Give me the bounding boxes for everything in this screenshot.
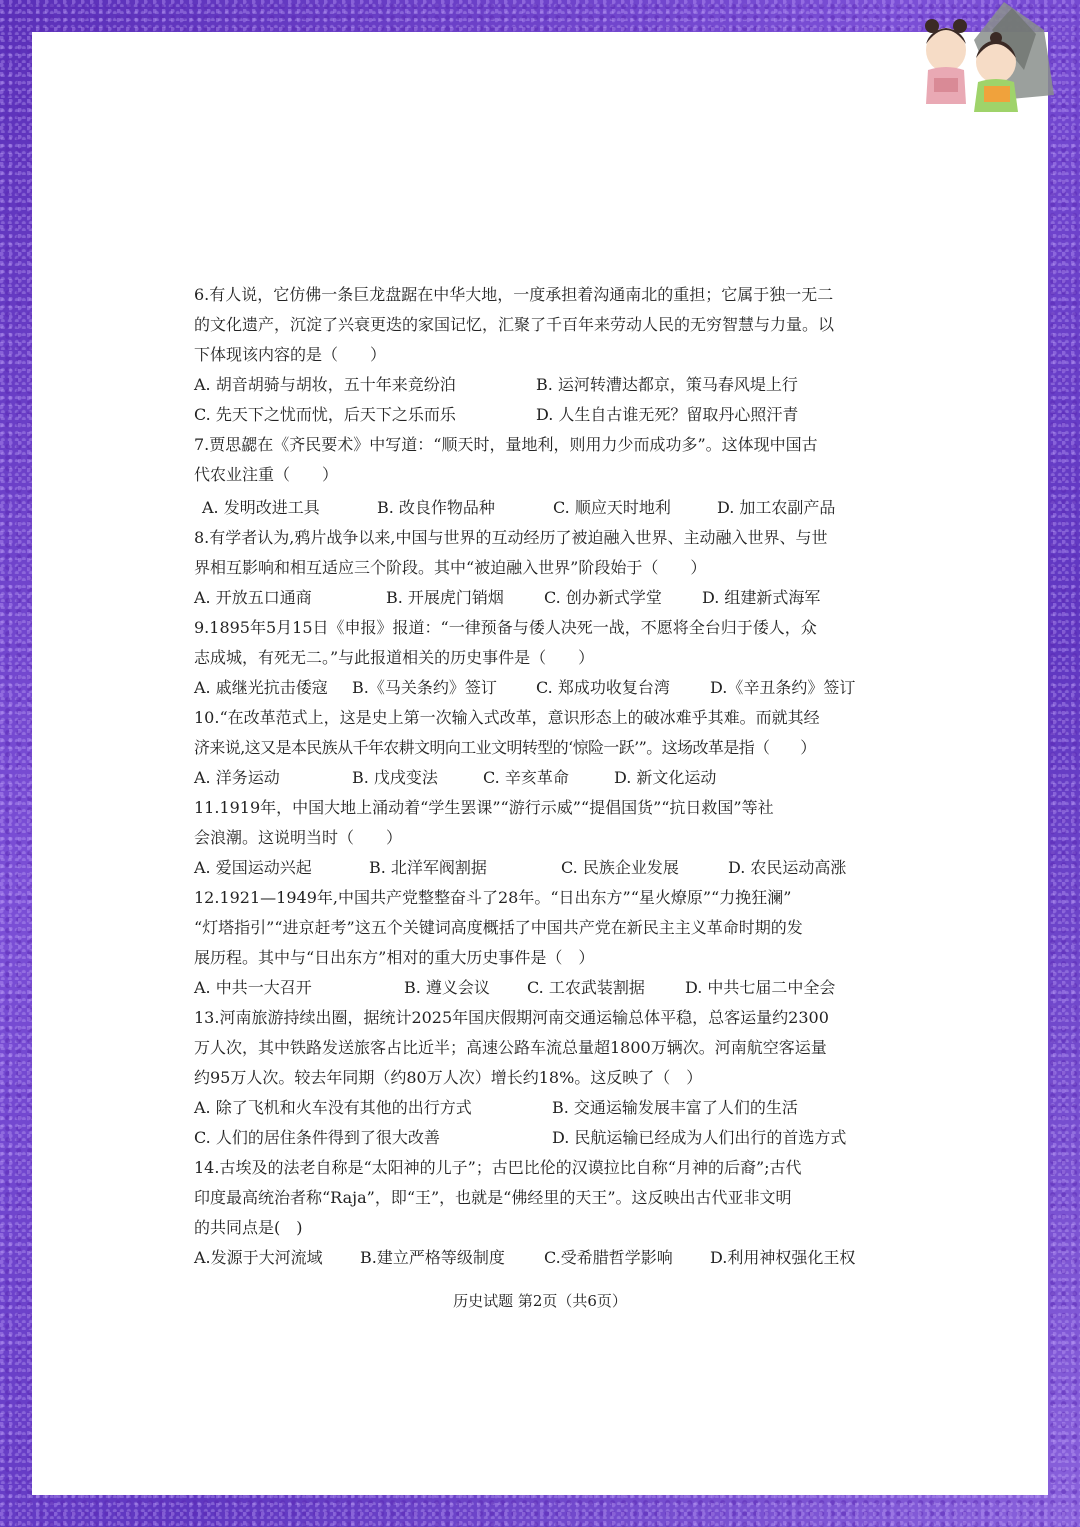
option-b: B. 交通运输发展丰富了人们的生活 [552,1098,798,1117]
option-a: A. 开放五口通商 [194,588,312,607]
options [194,1243,894,1273]
question-line: 6.有人说，它仿佛一条巨龙盘踞在中华大地，一度承担着沟通南北的重担；它属于独一无二 [194,285,834,304]
page-footer: 历史试题 第2页（共6页） [453,1292,627,1310]
question-line: 9.1895年5月15日《申报》报道：“一律预备与倭人决死一战，不愿将全台归于倭人，众 [194,618,817,637]
options [194,493,894,523]
question-12 [194,883,894,1003]
option-d: D. 新文化运动 [614,768,717,787]
option-c: C. 辛亥革命 [483,768,569,787]
option-b: B.《马关条约》签订 [352,678,497,697]
question-list [194,280,894,1273]
question-line: 约95万人次。较去年同期（约80万人次）增长约18%。这反映了（ ） [194,1068,703,1087]
question-line: 的共同点是( ) [194,1218,303,1237]
options [194,763,894,793]
option-b: B. 戊戌变法 [352,768,438,787]
option-d: D.《辛丑条约》签订 [710,678,856,697]
option-a: A. 胡音胡骑与胡妆，五十年来竞纷泊 [194,375,456,394]
option-d: D. 组建新式海军 [702,588,821,607]
option-c: C. 郑成功收复台湾 [536,678,670,697]
option-b: B. 开展虎门销烟 [386,588,504,607]
question-line: 志成城，有死无二。”与此报道相关的历史事件是（ ） [194,648,595,667]
option-a: A.发源于大河流域 [194,1248,323,1267]
question-line: 展历程。其中与“日出东方”相对的重大历史事件是（ ） [194,948,595,967]
question-line: 8.有学者认为,鸦片战争以来,中国与世界的互动经历了被迫融入世界、主动融入世界、与世 [194,528,828,547]
question-line: 11.1919年，中国大地上涌动着“学生罢课”“游行示威”“提倡国货”“抗日救国”等社 [194,798,774,817]
options [194,853,894,883]
question-line: 10.“在改革范式上，这是史上第一次输入式改革，意识形态上的破冰难乎其难。而就其经 [194,708,820,727]
options [194,1093,894,1153]
option-d: D. 民航运输已经成为人们出行的首选方式 [552,1128,847,1147]
option-b: B. 北洋军阀割据 [369,858,487,877]
question-11 [194,793,894,883]
options [194,583,894,613]
option-d: D. 加工农副产品 [717,498,836,517]
question-13 [194,1003,894,1153]
question-line: 14.古埃及的法老自称是“太阳神的儿子”；古巴比伦的汉谟拉比自称“月神的后裔”;古代 [194,1158,802,1177]
option-c: C. 创办新式学堂 [544,588,662,607]
option-a: A. 中共一大召开 [194,978,312,997]
option-b: B. 遵义会议 [404,978,490,997]
options [194,973,894,1003]
question-line: 会浪潮。这说明当时（ ） [194,828,403,847]
exam-page [32,32,1048,1495]
question-line: 印度最高统治者称“Raja”，即“王”，也就是“佛经里的天王”。这反映出古代亚非文明 [194,1188,792,1207]
reading-children-illustration [904,0,1054,120]
question-line: “灯塔指引”“进京赶考”这五个关键词高度概括了中国共产党在新民主主义革命时期的发 [194,918,803,937]
option-a: A. 戚继光抗击倭寇 [194,678,328,697]
question-line: 万人次，其中铁路发送旅客占比近半；高速公路车流总量超1800万辆次。河南航空客运量 [194,1038,827,1057]
option-c: C. 先天下之忧而忧，后天下之乐而乐 [194,405,456,424]
question-9 [194,613,894,703]
option-b: B.建立严格等级制度 [360,1248,505,1267]
question-10 [194,703,894,793]
option-d: D.利用神权强化王权 [710,1248,856,1267]
question-line: 12.1921—1949年,中国共产党整整奋斗了28年。“日出东方”“星火燎原”“力挽狂澜” [194,888,792,907]
option-a: A. 洋务运动 [194,768,280,787]
option-c: C. 人们的居住条件得到了很大改善 [194,1128,440,1147]
option-b: B. 运河转漕达都京，策马春风堤上行 [536,375,798,394]
question-line: 济来说,这又是本民族从千年农耕文明向工业文明转型的‘惊险一跃’”。这场改革是指（ ） [194,738,816,757]
option-c: C. 民族企业发展 [561,858,679,877]
question-8 [194,523,894,613]
question-14 [194,1153,894,1273]
option-a: A. 发明改进工具 [202,498,320,517]
options [194,370,894,430]
question-line: 的文化遗产，沉淀了兴衰更迭的家国记忆，汇聚了千百年来劳动人民的无穷智慧与力量。以 [194,315,835,334]
option-d: D. 中共七届二中全会 [685,978,836,997]
option-d: D. 农民运动高涨 [728,858,847,877]
option-d: D. 人生自古谁无死？留取丹心照汗青 [536,405,799,424]
question-7 [194,430,894,523]
question-line: 13.河南旅游持续出圈，据统计2025年国庆假期河南交通运输总体平稳，总客运量约2300 [194,1008,829,1027]
question-line: 代农业注重（ ） [194,465,339,484]
question-line: 7.贾思勰在《齐民要术》中写道：“顺天时，量地利，则用力少而成功多”。这体现中国古 [194,435,818,454]
option-c: C.受希腊哲学影响 [544,1248,673,1267]
question-6 [194,280,894,430]
question-line: 界相互影响和相互适应三个阶段。其中“被迫融入世界”阶段始于（ ） [194,558,707,577]
option-a: A. 爱国运动兴起 [194,858,312,877]
option-b: B. 改良作物品种 [377,498,495,517]
options [194,673,894,703]
option-c: C. 顺应天时地利 [553,498,671,517]
option-c: C. 工农武装割据 [527,978,645,997]
option-a: A. 除了飞机和火车没有其他的出行方式 [194,1098,472,1117]
question-line: 下体现该内容的是（ ） [194,345,387,364]
